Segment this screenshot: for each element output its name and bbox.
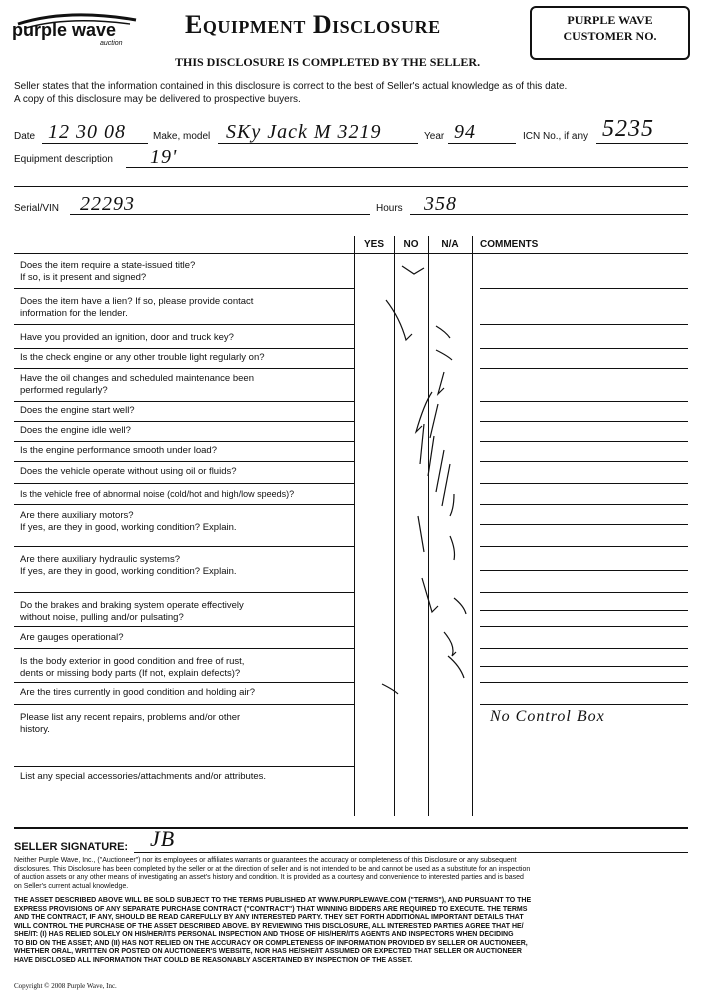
- question-row: Are the tires currently in good condition and holding air?: [20, 687, 256, 698]
- question-row: Does the engine start well?: [20, 405, 135, 416]
- description-label: Equipment description: [14, 154, 113, 165]
- question-row: Have the oil changes and scheduled maintenance been performed regularly?: [20, 373, 254, 396]
- question-row: Is the body exterior in good condition and free of rust, dents or missing body parts (If not, explain defects)?: [20, 656, 245, 679]
- question-row: Please list any recent repairs, problems and/or other history.: [20, 712, 241, 735]
- question-row: Does the engine idle well?: [20, 425, 131, 436]
- date-value[interactable]: 12 30 08: [48, 121, 126, 143]
- question-row: Is the engine performance smooth under load?: [20, 445, 217, 456]
- disclaimer: Neither Purple Wave, Inc., ("Auctioneer") nor its employees or affiliates warrants or guarantees the accuracy or completeness of this Disclosure or any subsequent disclosures. This Disclosure has been completed by the seller or at the direction of seller and is not intended to be and cannot be used as a substitute for an inspection of auction assets or any other means of investigating an asset's history and condition. It is provided as a courtesy and convenience to interested parties and is based on Seller's current actual knowledge.: [14, 857, 531, 890]
- year-label: Year: [424, 131, 445, 142]
- col-header-no: NO: [403, 239, 419, 250]
- intro-text: [14, 80, 694, 106]
- question-row: Are there auxiliary hydraulic systems? If yes, are they in good, working condition? Explain.: [20, 554, 237, 577]
- question-row: Does the vehicle operate without using oil or fluids?: [20, 466, 237, 477]
- serial-value[interactable]: 22293: [80, 193, 135, 215]
- page-subtitle: THIS DISCLOSURE IS COMPLETED BY THE SELLER.: [175, 55, 481, 69]
- disclosure-table: [14, 236, 688, 816]
- intro-line1: Seller states that the information contained in this disclosure is correct to the best of Seller's actual knowledge as of this date.: [14, 81, 568, 92]
- page-title: Equipment Disclosure: [185, 10, 441, 39]
- seller-signature[interactable]: JB: [150, 826, 176, 851]
- year-value[interactable]: 94: [454, 121, 476, 143]
- col-header-comments: COMMENTS: [480, 239, 539, 250]
- logo-text: purple wave: [12, 20, 117, 40]
- customer-number-box: [530, 6, 690, 60]
- logo-subtext: auction: [100, 40, 123, 47]
- signature-line: [134, 852, 688, 853]
- legal-notice: THE ASSET DESCRIBED ABOVE WILL BE SOLD SUBJECT TO THE TERMS PUBLISHED AT WWW.PURPLEWAVE.COM ("TERMS"), AND PURSUANT TO THE EXPRESS PROVISIONS OF ANY SEPARATE PURCHASE CONTRACT ("CONTRACT") THAT WINNING BIDDERS ARE REQUIRED TO EXECUTE. THE TERMS AND THE CONTRACT, IF ANY, SHOULD BE READ CAREFULLY BY ANY INTERESTED PARTY. THEY SET FORTH ADDITIONAL IMPORTANT DETAILS THAT WILL CONTROL THE PURCHASE OF THE ASSET DESCRIBED ABOVE. BY REVIEWING THIS DISCLOSURE, ALL INTERESTED PARTIES AGREE THAT HE/ SHE/IT: (I) HAS RELIED SOLELY ON HIS/HER/ITS PERSONAL INSPECTION AND THOSE OF HIS/HER/ITS AGENTS AND INSPECTORS WHEN DECIDING TO BID ON THE ASSET; AND (II) HAS NOT RELIED ON THE ACCURACY OR COMPLETENESS OF INFORMATION PROVIDED BY SELLER OR AUCTIONEER, WHETHER ORAL, WRITTEN OR POSTED ON AUCTIONEER'S WEBSITE, NOR HAS HE/SHE/IT ASSUMED OR EXPECTED THAT SELLER OR AUCTIONEER HAVE DISCLOSED ALL INFORMATION THAT COULD BE REASONABLY ASCERTAINED BY INSPECTION OF THE ASSET.: [14, 897, 532, 964]
- description-value[interactable]: 19': [150, 146, 178, 168]
- question-row: Is the check engine or any other trouble light regularly on?: [20, 352, 265, 363]
- question-row: Are gauges operational?: [20, 632, 124, 643]
- signature-divider: [14, 827, 688, 829]
- question-row: List any special accessories/attachments and/or attributes.: [20, 771, 267, 782]
- serial-label: Serial/VIN: [14, 203, 60, 214]
- col-header-na: N/A: [441, 239, 459, 250]
- make-value[interactable]: SKy Jack M 3219: [226, 121, 382, 143]
- icn-line: [596, 143, 688, 144]
- make-label: Make, model: [153, 131, 211, 142]
- question-row: Does the item have a lien? If so, please provide contact information for the lender.: [20, 296, 254, 319]
- date-label: Date: [14, 131, 36, 142]
- question-row: Does the item require a state-issued title? If so, is it present and signed?: [20, 260, 196, 283]
- description-line: [126, 167, 688, 168]
- question-row: Have you provided an ignition, door and truck key?: [20, 332, 234, 343]
- checkmarks: [354, 254, 484, 704]
- question-row: Is the vehicle free of abnormal noise (cold/hot and high/low speeds)?: [20, 489, 295, 499]
- col-header-yes: YES: [363, 239, 384, 250]
- intro-line2: A copy of this disclosure may be delivered to prospective buyers.: [14, 94, 301, 105]
- question-row: Are there auxiliary motors? If yes, are they in good, working condition? Explain.: [20, 510, 237, 533]
- header-underline: [14, 253, 688, 254]
- copyright: Copyright © 2008 Purple Wave, Inc.: [14, 982, 117, 990]
- icn-value[interactable]: 5235: [602, 116, 654, 142]
- description-line-2: [14, 186, 688, 187]
- hours-value[interactable]: 358: [424, 193, 457, 215]
- question-row: Do the brakes and braking system operate effectively without noise, pulling and/or pulsating?: [20, 600, 244, 623]
- icn-label: ICN No., if any: [523, 131, 589, 142]
- customer-box-line1: PURPLE WAVE: [567, 13, 653, 27]
- customer-box-line2: CUSTOMER NO.: [563, 29, 657, 43]
- comment-repairs[interactable]: No Control Box: [490, 708, 605, 725]
- signature-label: SELLER SIGNATURE:: [14, 841, 129, 853]
- hours-label: Hours: [376, 203, 403, 214]
